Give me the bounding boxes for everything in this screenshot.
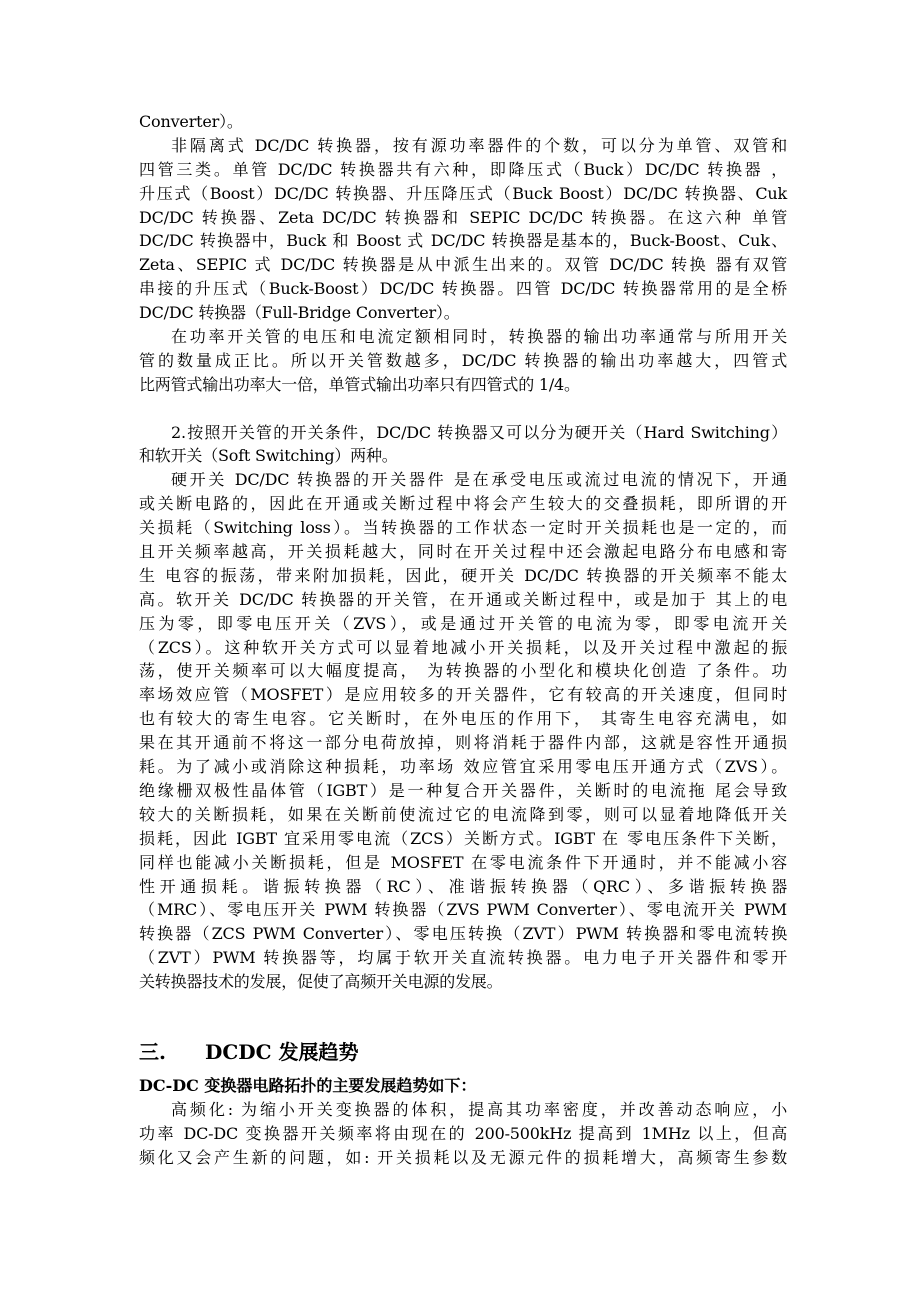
paragraph-high-frequency — [139, 1098, 787, 1170]
text-line: 荡，使开关频率可以大幅度提高， 为转换器的小型化和模块化创造 了条件。功 — [139, 661, 787, 681]
section-number: 三. — [139, 1039, 166, 1064]
blank-line — [139, 397, 787, 421]
text-line: 压为零，即零电压开关（ZVS），或是通过开关管的电流为零，即零电流开关 — [139, 613, 787, 633]
text-line: 2.按照开关管的开关条件，DC/DC 转换器又可以分为硬开关（Hard Switching） — [171, 422, 787, 442]
text-line: 在功率开关管的电压和电流定额相同时，转换器的输出功率通常与所用开关 — [171, 327, 787, 347]
subheading: DC-DC 变换器电路拓扑的主要发展趋势如下： — [139, 1075, 477, 1095]
text-line: 硬开关 DC/DC 转换器的开关器件 是在承受电压或流过电流的情况下，开通 — [171, 470, 787, 490]
text-line: 果在其开通前不将这一部分电荷放掉，则将消耗于器件内部，这就是容性开通损 — [139, 733, 787, 753]
text-line: 管的数量成正比。所以开关管数越多，DC/DC 转换器的输出功率越大，四管式 — [139, 350, 787, 370]
section-heading — [139, 1034, 787, 1070]
text-line: 率场效应管（MOSFET）是应用较多的开关器件，它有较高的开关速度，但同时 — [139, 685, 787, 705]
blank-line — [139, 994, 787, 1034]
paragraph-output-power — [139, 325, 787, 397]
text-line: 升压式（Boost）DC/DC 转换器、升压降压式（Buck Boost）DC/DC 转换器、Cuk — [139, 183, 787, 203]
text-line: 串接的升压式（Buck-Boost）DC/DC 转换器。四管 DC/DC 转换器常用的是全桥 — [139, 279, 787, 299]
text-line: 高。软开关 DC/DC 转换器的开关管，在开通或关断过程中，或是加于 其上的电 — [139, 589, 787, 609]
text-line: 生 电容的振荡，带来附加损耗，因此，硬开关 DC/DC 转换器的开关频率不能太 — [139, 565, 787, 585]
text-line: 损耗，因此 IGBT 宜采用零电流（ZCS）关断方式。IGBT 在 零电压条件下关断， — [139, 828, 787, 848]
text-line: Converter）。 — [139, 112, 243, 131]
paragraph-continuation — [139, 110, 787, 134]
text-line: 较大的关断损耗，如果在关断前使流过它的电流降到零，则可以显着地降低开关 — [139, 804, 787, 824]
paragraph-switching-classification — [139, 421, 787, 469]
section-title: DCDC 发展趋势 — [205, 1039, 359, 1064]
text-line: 频化又会产生新的问题，如: 开关损耗以及无源元件的损耗增大，高频寄生参数 — [139, 1147, 787, 1167]
text-line: 转换器（ZCS PWM Converter）、零电压转换（ZVT）PWM 转换器和零电流转换 — [139, 924, 787, 944]
text-line: 同样也能减小关断损耗，但是 MOSFET 在零电流条件下开通时，并不能减小容 — [139, 852, 787, 872]
text-line: 耗。为了减小或消除这种损耗，功率场 效应管宜采用零电压开通方式（ZVS）。 — [139, 757, 787, 777]
text-line: 功率 DC-DC 变换器开关频率将由现在的 200-500kHz 提高到 1MHz 以上，但高 — [139, 1123, 787, 1143]
text-line: 四管三类。单管 DC/DC 转换器共有六种，即降压式（Buck）DC/DC 转换器 ， — [139, 159, 787, 179]
text-line: 非隔离式 DC/DC 转换器，按有源功率器件的个数，可以分为单管、双管和 — [171, 135, 787, 155]
text-line: DC/DC 转换器（Full-Bridge Converter）。 — [139, 303, 460, 323]
document-page — [139, 110, 787, 1170]
text-line: （ZVT）PWM 转换器等，均属于软开关直流转换器。电力电子开关器件和零开 — [139, 948, 787, 968]
text-line: 比两管式输出功率大一倍，单管式输出功率只有四管式的 1/4。 — [139, 374, 580, 394]
text-line: 关转换器技术的发展，促使了高频开关电源的发展。 — [139, 972, 503, 992]
text-line: （MRC）、零电压开关 PWM 转换器（ZVS PWM Converter）、零电流开关 PWM — [139, 900, 787, 920]
paragraph-non-isolated-converters — [139, 134, 787, 325]
text-line: 也有较大的寄生电容。它关断时，在外电压的作用下， 其寄生电容充满电，如 — [139, 709, 787, 729]
text-line: DC/DC 转换器中，Buck 和 Boost 式 DC/DC 转换器是基本的，Buck-Boost、Cuk、 — [139, 231, 787, 251]
text-line: 和软开关（Soft Switching）两种。 — [139, 446, 398, 466]
paragraph-hard-soft-switching — [139, 468, 787, 994]
text-line: 或关断电路的，因此在开通或关断过程中将会产生较大的交叠损耗，即所谓的开 — [139, 494, 787, 514]
text-line: DC/DC 转换器、Zeta DC/DC 转换器和 SEPIC DC/DC 转换器。在这六种 单管 — [139, 207, 787, 227]
text-line: 高频化: 为缩小开关变换器的体积，提高其功率密度，并改善动态响应，小 — [171, 1099, 787, 1119]
text-line: 关损耗（Switching loss）。当转换器的工作状态一定时开关损耗也是一定的，而 — [139, 518, 787, 538]
text-line: 绝缘栅双极性晶体管（IGBT）是一种复合开关器件，关断时的电流拖 尾会导致 — [139, 780, 787, 800]
text-line: 且开关频率越高，开关损耗越大，同时在开关过程中还会激起电路分布电感和寄 — [139, 542, 787, 562]
text-line: （ZCS）。这种软开关方式可以显着地减小开关损耗，以及开关过程中激起的振 — [139, 637, 787, 657]
text-line: Zeta、SEPIC 式 DC/DC 转换器是从中派生出来的。双管 DC/DC 转换 器有双管 — [139, 255, 787, 275]
text-line: 性开通损耗。谐振转换器（RC）、准谐振转换器（QRC）、多谐振转换器 — [139, 876, 787, 896]
